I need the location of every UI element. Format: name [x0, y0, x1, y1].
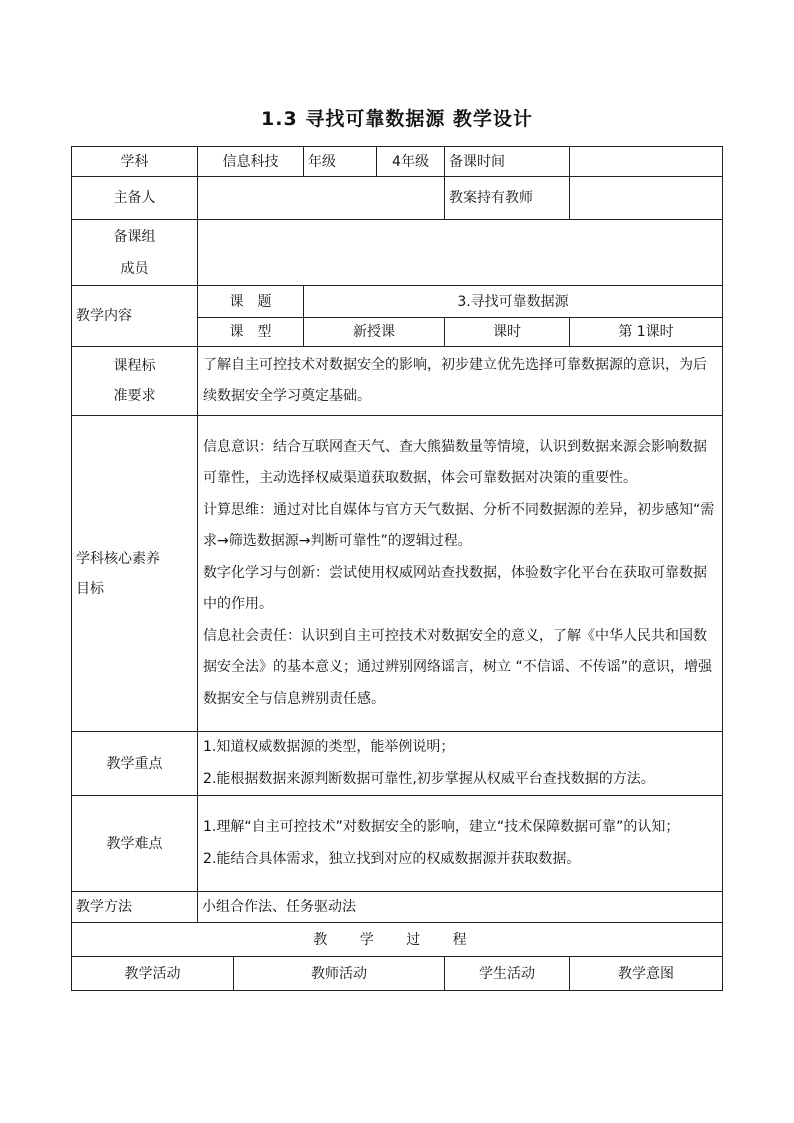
- table-row-topic: [72, 286, 723, 318]
- literacy-label-line2: 目标: [76, 580, 104, 597]
- hours-label: 课时: [445, 318, 570, 347]
- holder-teacher-label: 教案持有教师: [445, 177, 570, 220]
- table-row-subject: [72, 147, 723, 177]
- grade-value: 4年级: [377, 147, 445, 177]
- column-header-student: 学生活动: [445, 957, 570, 991]
- group-label-line2: 成员: [120, 260, 149, 277]
- content-label: 教学内容: [72, 286, 198, 347]
- table-row-method: [72, 892, 723, 923]
- process-header: 教 学 过 程: [72, 923, 723, 957]
- table-row-preparer: [72, 177, 723, 220]
- method-label: 教学方法: [72, 892, 198, 923]
- literacy-label-line1: 学科核心素养: [76, 550, 160, 567]
- type-value: 新授课: [304, 318, 445, 347]
- holder-teacher-value: [570, 177, 723, 220]
- column-header-intent: 教学意图: [570, 957, 723, 991]
- table-row-standard: [72, 347, 723, 416]
- key-points-label: 教学重点: [72, 732, 198, 796]
- hours-value: 第 1课时: [570, 318, 723, 347]
- difficulties-label: 教学难点: [72, 796, 198, 892]
- difficulties-list: [198, 796, 723, 892]
- topic-label: 课 题: [198, 286, 304, 318]
- table-row-process-header: [72, 923, 723, 957]
- key-points-list: [198, 732, 723, 796]
- table-row-difficulties: [72, 796, 723, 892]
- difficulty-item-2: 2.能结合具体需求，独立找到对应的权威数据源并获取数据。: [203, 850, 581, 867]
- literacy-paragraph-responsibility: 信息社会责任：认识到自主可控技术对数据安全的意义，了解《中华人民共和国数据安全法》的基本意义；通过辨别网络谣言，树立 “不信谣、不传谣”的意识，增强数据安全与信息辨别责任感。: [203, 627, 712, 707]
- preparer-label: 主备人: [72, 177, 198, 220]
- method-value: 小组合作法、任务驱动法: [198, 892, 723, 923]
- standard-label: [72, 347, 198, 416]
- literacy-goals: [198, 416, 723, 732]
- column-header-activity: 教学活动: [72, 957, 234, 991]
- type-label: 课 型: [198, 318, 304, 347]
- topic-value: 3.寻找可靠数据源: [304, 286, 723, 318]
- difficulty-item-1: 1.理解“自主可控技术”对数据安全的影响，建立“技术保障数据可靠”的认知；: [203, 819, 680, 835]
- prep-time-label: 备课时间: [445, 147, 570, 177]
- literacy-paragraph-information: 信息意识：结合互联网查天气、查大熊猫数量等情境，认识到数据来源会影响数据可靠性，主动选择权威渠道获取数据，体会可靠数据对决策的重要性。: [203, 438, 707, 487]
- literacy-label: [72, 416, 198, 732]
- column-header-teacher: 教师活动: [234, 957, 445, 991]
- lesson-plan-table: [71, 146, 723, 991]
- group-members-value: [198, 220, 723, 286]
- table-row-key-points: [72, 732, 723, 796]
- literacy-paragraph-thinking: 计算思维：通过对比自媒体与官方天气数据、分析不同数据源的差异，初步感知“需求→筛选数据源→判断可靠性”的逻辑过程。: [203, 501, 715, 550]
- group-label-line1: 备课组: [113, 228, 156, 245]
- standard-label-line1: 课程标: [113, 358, 156, 374]
- grade-label: 年级: [304, 147, 377, 177]
- table-row-process-columns: [72, 957, 723, 991]
- table-row-group: [72, 220, 723, 286]
- subject-value: 信息科技: [198, 147, 304, 177]
- table-row-literacy: [72, 416, 723, 732]
- subject-label: 学科: [72, 147, 198, 177]
- key-point-item-2: 2.能根据数据来源判断数据可靠性,初步掌握从权威平台查找数据的方法。: [203, 770, 655, 787]
- key-point-item-1: 1.知道权威数据源的类型，能举例说明；: [203, 739, 455, 755]
- standard-label-line2: 准要求: [113, 388, 156, 404]
- document-title: 1.3 寻找可靠数据源 教学设计: [261, 108, 533, 130]
- standard-text: 了解自主可控技术对数据安全的影响，初步建立优先选择可靠数据源的意识，为后续数据安全学习奠定基础。: [198, 347, 723, 416]
- preparer-value: [198, 177, 445, 220]
- prep-time-value: [570, 147, 723, 177]
- group-label: [72, 220, 198, 286]
- literacy-paragraph-digital: 数字化学习与创新：尝试使用权威网站查找数据，体验数字化平台在获取可靠数据中的作用。: [203, 564, 707, 613]
